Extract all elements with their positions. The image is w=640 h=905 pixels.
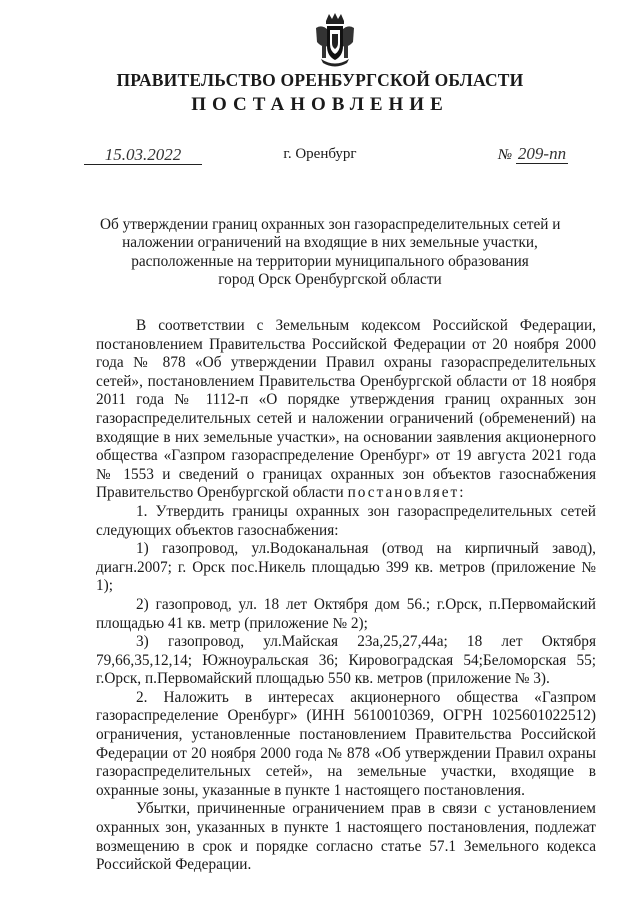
number-value: 209-пп xyxy=(517,144,567,163)
document-subject xyxy=(100,216,560,289)
subject-line: расположенные на территории муниципального образования xyxy=(131,252,529,270)
preamble-paragraph xyxy=(96,317,596,503)
subject-line: Об утверждении границ охранных зон газораспределительных сетей и xyxy=(100,216,561,233)
item-1-heading: 1. Утвердить границы охранных зон газораспределительных сетей следующих объектов газоснабжения: xyxy=(96,502,596,539)
resolves-word: постановляет: xyxy=(347,484,466,502)
document-city: г. Оренбург xyxy=(283,146,357,162)
item-2: 2. Наложить в интересах акционерного общества «Газпром газораспределение Оренбург» (ИНН 5610010369, ОГРН 1025601022512) ограничения, установленные постановлением Правительства Российской Федерации от 20 ноября 2000 года № 878 «Об утверждении Правил охраны газораспределительных сетей», на земельные участки, входящие в охранные зоны, указанные в пункте 1 настоящего постановления. xyxy=(96,688,596,799)
document-date: 15.03.2022 xyxy=(84,146,202,165)
number-sign: № xyxy=(498,147,513,163)
document-number xyxy=(498,145,568,164)
item-1-2: 2) газопровод, ул. 18 лет Октября дом 56.; г.Орск, п.Первомайский площадью 41 кв. метр (приложение № 2); xyxy=(96,595,596,632)
item-1-3: 3) газопровод, ул.Майская 23а,25,27,44а; 18 лет Октября 79,66,35,12,14; Южноуральская 36; Кировоградская 54;Беломорская 55; г.Орск, п.Первомайский площадью 550 кв. метров (приложение № 3). xyxy=(96,633,596,688)
coat-of-arms-icon xyxy=(312,12,358,68)
losses-paragraph: Убытки, причиненные ограничением прав в связи с установлением охранных зон, указанных в пункте 1 настоящего постановления, подлежат возмещению в срок и порядке согласно статье 57.1 Земельного кодекса Российской Федерации. xyxy=(96,800,596,874)
government-name: ПРАВИТЕЛЬСТВО ОРЕНБУРГСКОЙ ОБЛАСТИ xyxy=(116,70,524,90)
preamble-text: В соответствии с Земельным кодексом Российской Федерации, постановлением Правительства Российской Федерации от 20 ноября 2000 года № 878 «Об утверждении Правил охраны газораспределительных сетей», постановлением Правительства Оренбургской области от 18 ноября 2011 года № 1112-п «О порядке утверждения границ охранных зон газораспределительных сетей и наложении ограничений (обременений) на входящие в них земельные участки», на основании заявления акционерного общества «Газпром газораспределение Оренбург» от 19 августа 2021 года № 1553 и сведений о границах охранных зон объектов газоснабжения Правительство Оренбургской области xyxy=(96,317,596,502)
subject-line: город Орск Оренбургской области xyxy=(218,270,442,288)
document-type: ПОСТАНОВЛЕНИЕ xyxy=(191,94,449,115)
subject-line: наложении ограничений на входящие в них земельные участки, xyxy=(122,234,538,252)
item-1-1: 1) газопровод, ул.Водоканальная (отвод на кирпичный завод), диагн.2007; г. Орск пос.Никель площадью 399 кв. метров (приложение № 1); xyxy=(96,540,596,595)
document-body xyxy=(96,317,596,875)
